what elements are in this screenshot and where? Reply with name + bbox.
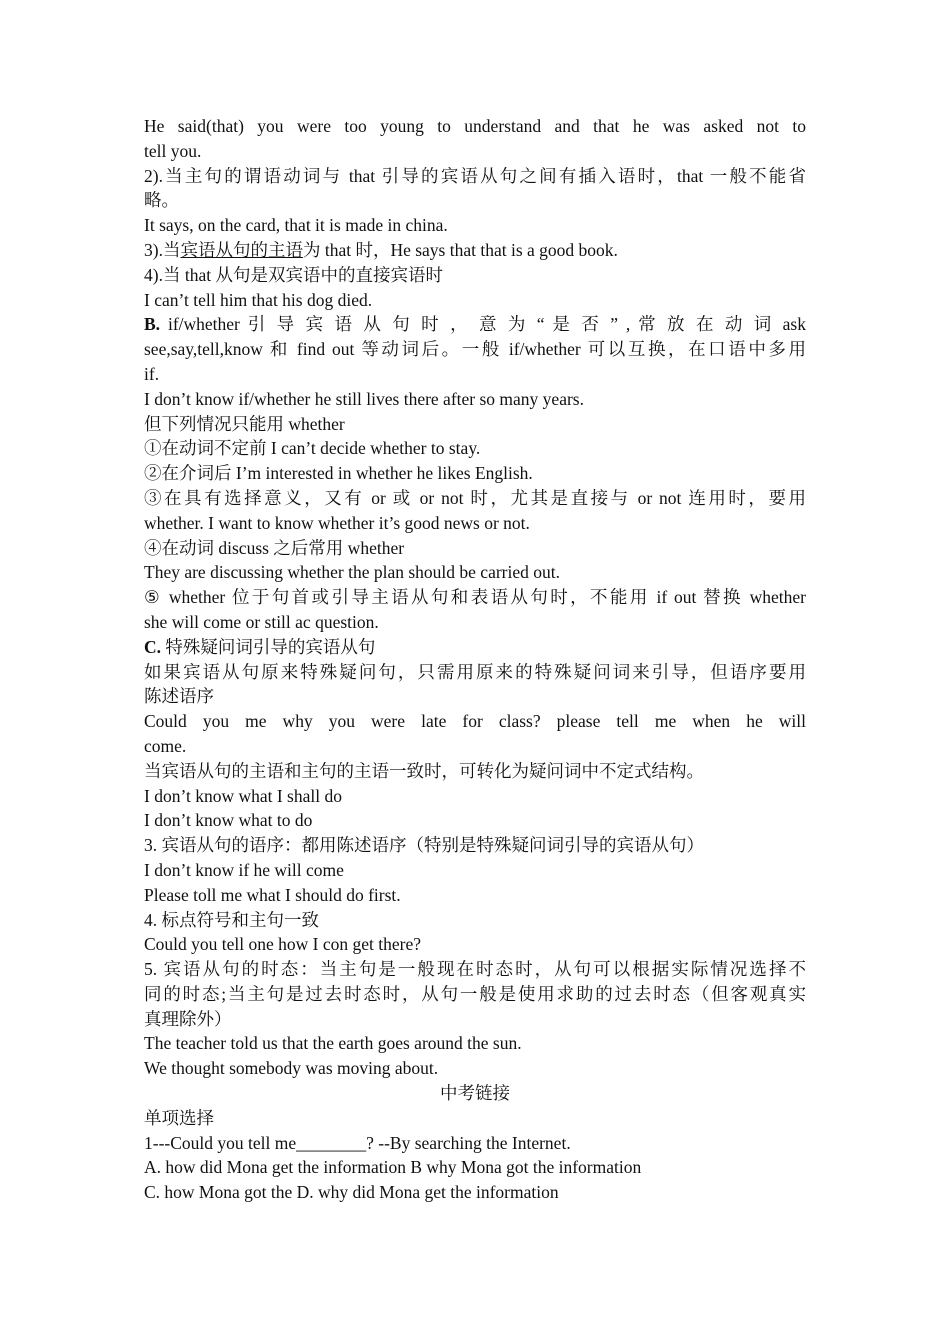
text-line <box>144 238 806 263</box>
section-title: 中考链接 <box>440 1083 510 1104</box>
text-line: see,say,tell,know 和 find out 等动词后。一般 if/whether 可以互换，在口语中多用 <box>144 339 806 360</box>
answer-options: A. how did Mona get the information B why Mona got the information <box>144 1157 642 1178</box>
text-fragment: 特殊疑问词引导的宾语从句 <box>161 636 376 657</box>
text-line: whether. I want to know whether it’s good news or not. <box>144 512 530 533</box>
text-line: Could you me why you were late for class? please tell me when he will <box>144 711 806 732</box>
text-line: 真理除外） <box>144 1008 232 1029</box>
text-line: I don’t know if he will come <box>144 859 344 880</box>
text-line: I don’t know what I shall do <box>144 785 342 806</box>
text-line: 2).当主句的谓语动词与 that 引导的宾语从句之间有插入语时，that 一般不能省 <box>144 165 806 186</box>
text-line: The teacher told us that the earth goes around the sun. <box>144 1033 522 1054</box>
text-line: 5. 宾语从句的时态：当主句是一般现在时态时，从句可以根据实际情况选择不 <box>144 959 806 980</box>
text-fragment: if/whether 引 导 宾 语 从 句 时 ， 意 为 “ 是 否 ” , 常 放 在 动 词 ask <box>160 314 806 335</box>
text-fragment: 为 that 时，He says that that is a good book. <box>302 239 618 260</box>
section-label: B. <box>144 314 161 335</box>
text-line: Please toll me what I should do first. <box>144 884 401 905</box>
text-line: I don’t know if/whether he still lives there after so many years. <box>144 388 584 409</box>
text-line: We thought somebody was moving about. <box>144 1058 439 1079</box>
text-line: They are discussing whether the plan should be carried out. <box>144 562 560 583</box>
text-line: tell you. <box>144 140 202 161</box>
text-line: 但下列情况只能用 whether <box>144 413 345 434</box>
text-line: 3. 宾语从句的语序：都用陈述语序（特别是特殊疑问词引导的宾语从句） <box>144 835 704 856</box>
text-line: ⑤ whether 位于句首或引导主语从句和表语从句时，不能用 if out 替换 whether <box>144 587 806 608</box>
text-line: 略。 <box>144 190 179 211</box>
text-line: It says, on the card, that it is made in china. <box>144 215 448 236</box>
text-line: 如果宾语从句原来特殊疑问句，只需用原来的特殊疑问词来引导，但语序要用 <box>144 661 806 682</box>
section-c-heading <box>144 635 806 660</box>
text-line: ③在具有选择意义，又有 or 或 or not 时，尤其是直接与 or not 连用时，要用 <box>144 487 806 508</box>
section-b-heading <box>144 312 806 337</box>
text-line: ④在动词 discuss 之后常用 whether <box>144 537 405 558</box>
text-line: 陈述语序 <box>144 686 214 707</box>
text-line: 单项选择 <box>144 1107 214 1128</box>
text-line: if. <box>144 363 160 384</box>
text-line: she will come or still ac question. <box>144 611 379 632</box>
text-line: come. <box>144 735 187 756</box>
document-page <box>144 114 806 1205</box>
text-line: 4).当 that 从句是双宾语中的直接宾语时 <box>144 264 443 285</box>
question-line: 1---Could you tell me________? --By searching the Internet. <box>144 1132 571 1153</box>
text-line: I can’t tell him that his dog died. <box>144 289 373 310</box>
text-line: 当宾语从句的主语和主句的主语一致时，可转化为疑问词中不定式结构。 <box>144 760 704 781</box>
underlined-term: 宾语从句的主语 <box>180 239 303 260</box>
text-line: I don’t know what to do <box>144 810 313 831</box>
text-line: Could you tell one how I con get there? <box>144 934 422 955</box>
answer-options: C. how Mona got the D. why did Mona get the information <box>144 1182 559 1203</box>
text-line: 同的时态;当主句是过去时态时，从句一般是使用求助的过去时态（但客观真实 <box>144 983 806 1004</box>
text-line: ①在动词不定前 I can’t decide whether to stay. <box>144 438 481 459</box>
section-label: C. <box>144 636 162 657</box>
text-line: He said(that) you were too young to understand and that he was asked not to <box>144 116 806 136</box>
text-line: ②在介词后 I’m interested in whether he likes English. <box>144 463 533 484</box>
text-line: 4. 标点符号和主句一致 <box>144 909 319 930</box>
text-fragment: 3).当 <box>144 239 181 260</box>
